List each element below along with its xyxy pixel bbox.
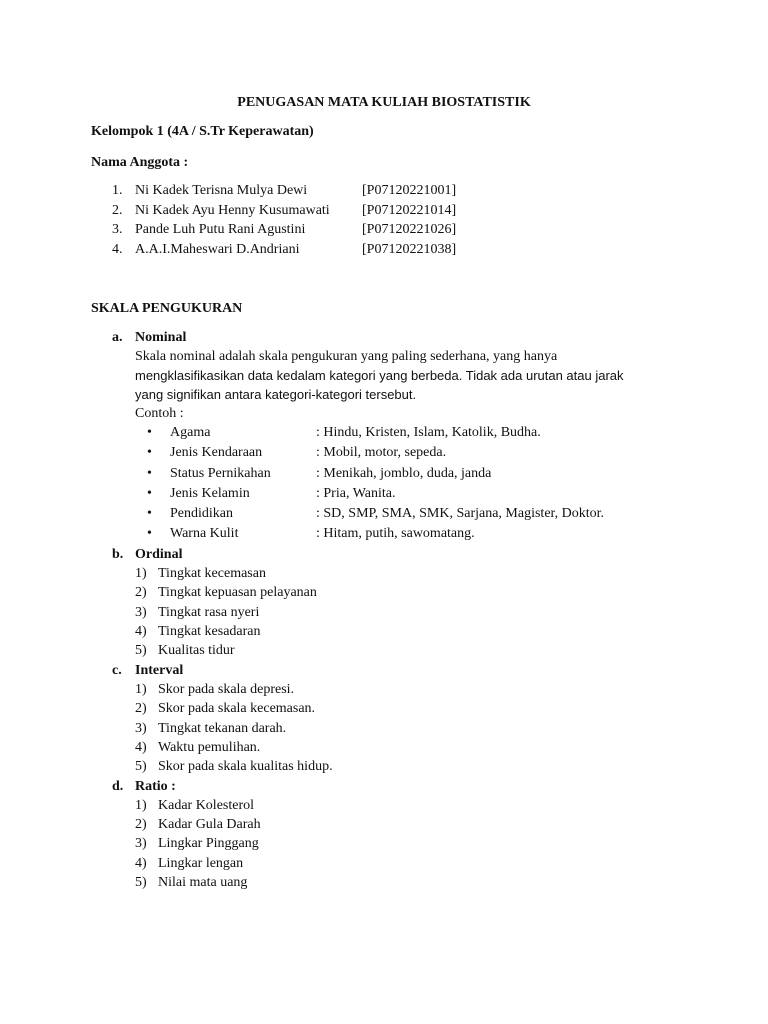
bullet-icon: • [147, 526, 152, 542]
bullet-icon: • [147, 506, 152, 522]
member-number: 2. [112, 202, 123, 218]
example-value: : Hindu, Kristen, Islam, Katolik, Budha. [316, 425, 541, 440]
item-text: Skor pada skala kualitas hidup. [158, 759, 333, 775]
list-item [135, 583, 672, 602]
paragraph-line: Skala nominal adalah skala pengukuran yang paling sederhana, yang hanya [135, 349, 558, 364]
member-name: Ni Kadek Terisna Mulya Dewi [135, 183, 308, 198]
member-number: 4. [112, 241, 123, 257]
item-number: 4) [135, 739, 147, 755]
subsection-label: Nominal [135, 330, 187, 345]
list-item [135, 854, 672, 873]
list-item [135, 873, 672, 892]
example-value: : Hitam, putih, sawomatang. [316, 526, 475, 542]
example-value: : Mobil, motor, sepeda. [316, 445, 447, 461]
nominal-paragraph [135, 347, 645, 423]
section-title: SKALA PENGUKURAN [91, 301, 243, 316]
example-key: Agama [170, 425, 211, 440]
list-item [135, 738, 672, 757]
list-item [135, 834, 672, 853]
member-id: [P07120221014] [362, 202, 457, 218]
list-item [135, 504, 672, 524]
subsection-heading-ordinal [112, 545, 672, 564]
members-label: Nama Anggota : [91, 155, 189, 170]
item-text: Nilai mata uang [158, 875, 248, 891]
subsection-letter: d. [112, 778, 124, 794]
member-id: [P07120221026] [362, 222, 457, 237]
item-text: Kadar Gula Darah [158, 817, 261, 833]
ratio-list [135, 796, 672, 893]
subsection-label: Interval [135, 662, 184, 678]
item-number: 3) [135, 604, 147, 620]
subsection-heading-ratio [112, 777, 672, 796]
example-value: : Menikah, jomblo, duda, janda [316, 465, 492, 481]
item-number: 2) [135, 585, 147, 601]
subsection-letter: b. [112, 546, 124, 562]
example-key: Status Pernikahan [170, 465, 271, 481]
bullet-icon: • [147, 465, 152, 481]
nominal-examples [135, 423, 672, 545]
example-key: Jenis Kendaraan [170, 445, 263, 461]
ordinal-list [135, 564, 672, 661]
scales-content [112, 328, 672, 893]
list-item [135, 719, 672, 738]
member-name: Ni Kadek Ayu Henny Kusumawati [135, 202, 330, 218]
member-name: Pande Luh Putu Rani Agustini [135, 222, 306, 237]
item-number: 3) [135, 720, 147, 736]
example-label: Contoh : [135, 406, 184, 421]
list-item [135, 423, 672, 443]
list-item [135, 484, 672, 504]
item-text: Tingkat rasa nyeri [158, 604, 260, 620]
item-number: 4) [135, 855, 147, 871]
item-text: Tingkat kecemasan [158, 565, 266, 581]
example-value: : Pria, Wanita. [316, 485, 396, 501]
item-number: 3) [135, 836, 147, 852]
item-text: Skor pada skala depresi. [158, 681, 295, 697]
item-number: 1) [135, 681, 147, 697]
list-item [135, 603, 672, 622]
item-text: Kadar Kolesterol [158, 797, 255, 813]
subsection-heading-interval [112, 661, 672, 680]
example-key: Pendidikan [170, 506, 233, 522]
member-name: A.A.I.Maheswari D.Andriani [135, 241, 300, 257]
paragraph-line: mengklasifikasikan data kedalam kategori yang berbeda. Tidak ada urutan atau jarak [135, 368, 624, 383]
item-number: 1) [135, 565, 147, 581]
list-item [135, 680, 672, 699]
example-key: Warna Kulit [170, 526, 239, 542]
item-text: Kualitas tidur [158, 643, 235, 659]
subsection-label: Ratio : [135, 778, 176, 794]
bullet-icon: • [147, 445, 152, 461]
item-text: Skor pada skala kecemasan. [158, 701, 316, 717]
item-number: 5) [135, 643, 147, 659]
group-heading: Kelompok 1 (4A / S.Tr Keperawatan) [91, 124, 314, 139]
member-number: 1. [112, 183, 123, 198]
list-item [135, 564, 672, 583]
item-number: 2) [135, 701, 147, 717]
list-item [135, 699, 672, 718]
example-value: : SD, SMP, SMA, SMK, Sarjana, Magister, Doktor. [316, 506, 605, 522]
example-key: Jenis Kelamin [170, 485, 250, 501]
paragraph-line: yang signifikan antara kategori-kategori tersebut. [135, 387, 417, 402]
document-title: PENUGASAN MATA KULIAH BIOSTATISTIK [237, 95, 531, 110]
list-item [135, 464, 672, 484]
list-item [135, 524, 672, 544]
subsection-heading-nominal [112, 328, 672, 347]
item-text: Tingkat kepuasan pelayanan [158, 585, 317, 601]
list-item [135, 757, 672, 776]
item-text: Lingkar Pinggang [158, 836, 259, 852]
subsection-label: Ordinal [135, 546, 183, 562]
item-text: Tingkat tekanan darah. [158, 720, 287, 736]
member-id: [P07120221001] [362, 183, 457, 198]
list-item [135, 796, 672, 815]
item-number: 5) [135, 759, 147, 775]
list-item [135, 815, 672, 834]
subsection-letter: a. [112, 330, 123, 345]
item-text: Waktu pemulihan. [158, 739, 261, 755]
bullet-icon: • [147, 425, 152, 440]
list-item [135, 443, 672, 463]
item-number: 1) [135, 797, 147, 813]
list-item [135, 622, 672, 641]
list-item [135, 641, 672, 660]
item-number: 4) [135, 623, 147, 639]
item-number: 5) [135, 875, 147, 891]
bullet-icon: • [147, 485, 152, 501]
item-text: Lingkar lengan [158, 855, 244, 871]
item-number: 2) [135, 817, 147, 833]
member-number: 3. [112, 222, 123, 237]
item-text: Tingkat kesadaran [158, 623, 261, 639]
interval-list [135, 680, 672, 777]
subsection-letter: c. [112, 662, 122, 678]
member-id: [P07120221038] [362, 241, 457, 257]
